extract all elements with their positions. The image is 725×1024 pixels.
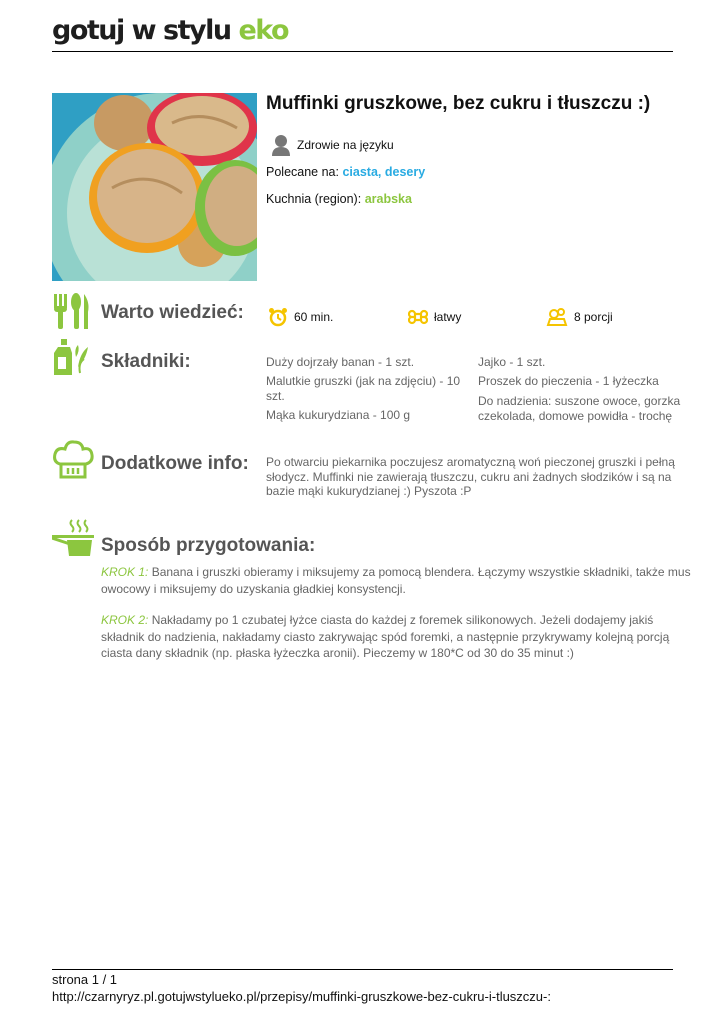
ingredient-item: Do nadzienia: suszone owoce, gorzka czekolada, domowe powidła - trochę (478, 394, 681, 423)
author-name: Zdrowie na języku (297, 138, 394, 152)
cuisine-link[interactable]: arabska (364, 192, 412, 206)
method-step (101, 564, 691, 597)
ingredient-item: Duży dojrzały banan - 1 szt. (266, 355, 415, 369)
command-key-icon (408, 307, 428, 327)
logo-text-green: eko (238, 15, 289, 46)
ingredient-item: Proszek do pieczenia - 1 łyżeczka (478, 374, 659, 388)
logo-text-dark: gotuj w stylu (52, 15, 231, 46)
author-row[interactable] (271, 133, 394, 157)
ingredients-title: Składniki: (101, 351, 191, 372)
extra-info-title: Dodatkowe info: (101, 453, 249, 474)
cutlery-icon (52, 292, 92, 330)
site-logo[interactable] (52, 14, 288, 48)
servings-icon (546, 307, 568, 327)
recommended-label: Polecane na: (266, 165, 339, 179)
recipe-title: Muffinki gruszkowe, bez cukru i tłuszczu :) (266, 93, 651, 114)
user-icon (271, 134, 291, 156)
source-url[interactable]: http://czarnyryz.pl.gotujwstylueko.pl/przepisy/muffinki-gruszkowe-bez-cukru-i-tluszczu-: (52, 989, 551, 1004)
ingredient-item: Mąka kukurydziana - 100 g (266, 408, 411, 422)
ingredient-item: Jajko - 1 szt. (478, 355, 546, 369)
step-text: Nakładamy po 1 czubatej łyżce ciasta do każdej z foremek silikonowych. Jeżeli dodajemy jakiś składnik do nadzienia, nakładamy ciasto zakrywając spód foremki, a następnie przykrywamy kolejną porcją ciasta dany składnik (np. płaska łyżeczka aronii). Pieczemy w 180*C od 30 do 35 minut :) (101, 613, 670, 660)
method-step (101, 612, 691, 662)
footer-divider (52, 969, 673, 970)
cooking-pot-icon (52, 518, 96, 558)
ingredients-icon (52, 337, 94, 377)
step-text: Banana i gruszki obieramy i miksujemy za pomocą blendera. Łączymy wszystkie składniki, także mus owocowy i miksujemy do uzyskania gładkiej konsystencji. (101, 565, 691, 596)
page-number: strona 1 / 1 (52, 972, 118, 987)
servings-value: 8 porcji (574, 310, 613, 324)
step-label: KROK 2: (101, 613, 149, 627)
time-value: 60 min. (294, 310, 334, 324)
alarm-clock-icon (268, 307, 288, 327)
difficulty-value: łatwy (434, 310, 462, 324)
header-divider (52, 51, 673, 52)
difficulty-fact (408, 306, 461, 328)
time-fact (268, 306, 333, 328)
step-label: KROK 1: (101, 565, 149, 579)
recommended-link[interactable]: ciasta, desery (342, 165, 426, 179)
servings-fact (546, 306, 613, 328)
facts-title: Warto wiedzieć: (101, 302, 244, 323)
cuisine-row (266, 192, 412, 206)
recipe-photo (52, 93, 257, 281)
cuisine-label: Kuchnia (region): (266, 192, 362, 206)
recommended-row (266, 165, 425, 179)
method-title: Sposób przygotowania: (101, 535, 316, 556)
ingredient-item: Malutkie gruszki (jak na zdjęciu) - 10 szt. (266, 374, 461, 403)
chef-hat-icon (52, 440, 94, 480)
extra-info-text: Po otwarciu piekarnika poczujesz aromatyczną woń pieczonej gruszki i pełną słodycz. Muffinki nie zawierają tłuszczu, cukru ani żadnych słodzików i są na bazie mąki kukurydzianej :) Pyszota :P (266, 455, 675, 498)
